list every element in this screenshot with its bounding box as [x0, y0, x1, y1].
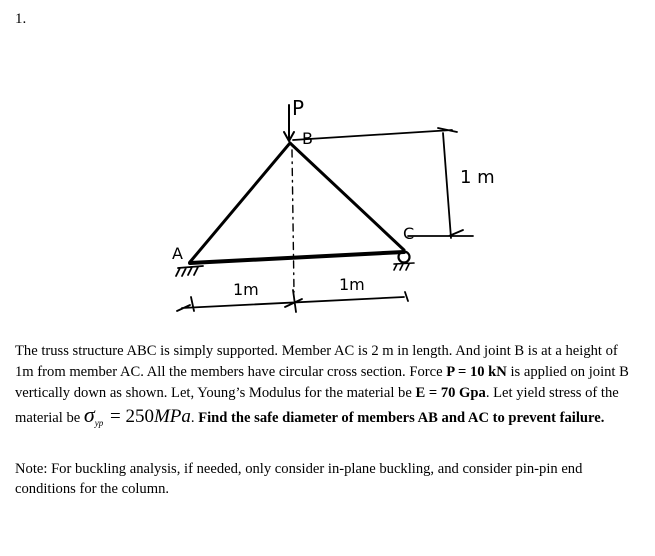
task-text: Find the safe diameter of members AB and AC to prevent failure.: [198, 410, 605, 426]
span-dim: [177, 290, 408, 312]
question-number: 1.: [15, 11, 27, 27]
problem-statement: The truss structure ABC is simply supported. Member AC is 2 m in length. And joint B is at a height of 1m from member AC. All the members have circular cross section. Force P = 10 kN is applied on joint B vertically down as shown. Let, Young’s Modulus for the material be E = 70 Gpa. Let yield stress of the material be $\sigma_{yp} = 250MPa$. Find the safe diameter of members AB and AC to prevent failure.: [15, 343, 629, 428]
stress-value: 250: [125, 406, 154, 427]
sigma-symbol: σ: [83, 402, 95, 427]
support-c: [394, 263, 414, 270]
center-line: [292, 150, 294, 292]
label-b: B: [302, 129, 313, 148]
height-dim: [293, 128, 473, 238]
label-c: C: [403, 224, 415, 243]
label-a: A: [172, 244, 183, 263]
support-a: [176, 266, 203, 276]
member-ac: [190, 252, 404, 263]
member-ab: [190, 143, 290, 262]
stress-unit: MPa: [153, 406, 191, 427]
note: Note: For buckling analysis, if needed, only consider in-plane buckling, and consider pin-pin end conditions for the column.: [15, 461, 583, 497]
label-p: P: [292, 96, 305, 120]
right-span-label: 1m: [339, 275, 365, 294]
height-dim-label: 1 m: [460, 167, 495, 188]
left-span-label: 1m: [233, 280, 259, 299]
sigma-subscript: yp: [94, 418, 104, 428]
modulus-value: E = 70 Gpa: [415, 385, 486, 401]
force-value: P = 10 kN: [446, 364, 507, 380]
member-bc: [290, 143, 404, 250]
